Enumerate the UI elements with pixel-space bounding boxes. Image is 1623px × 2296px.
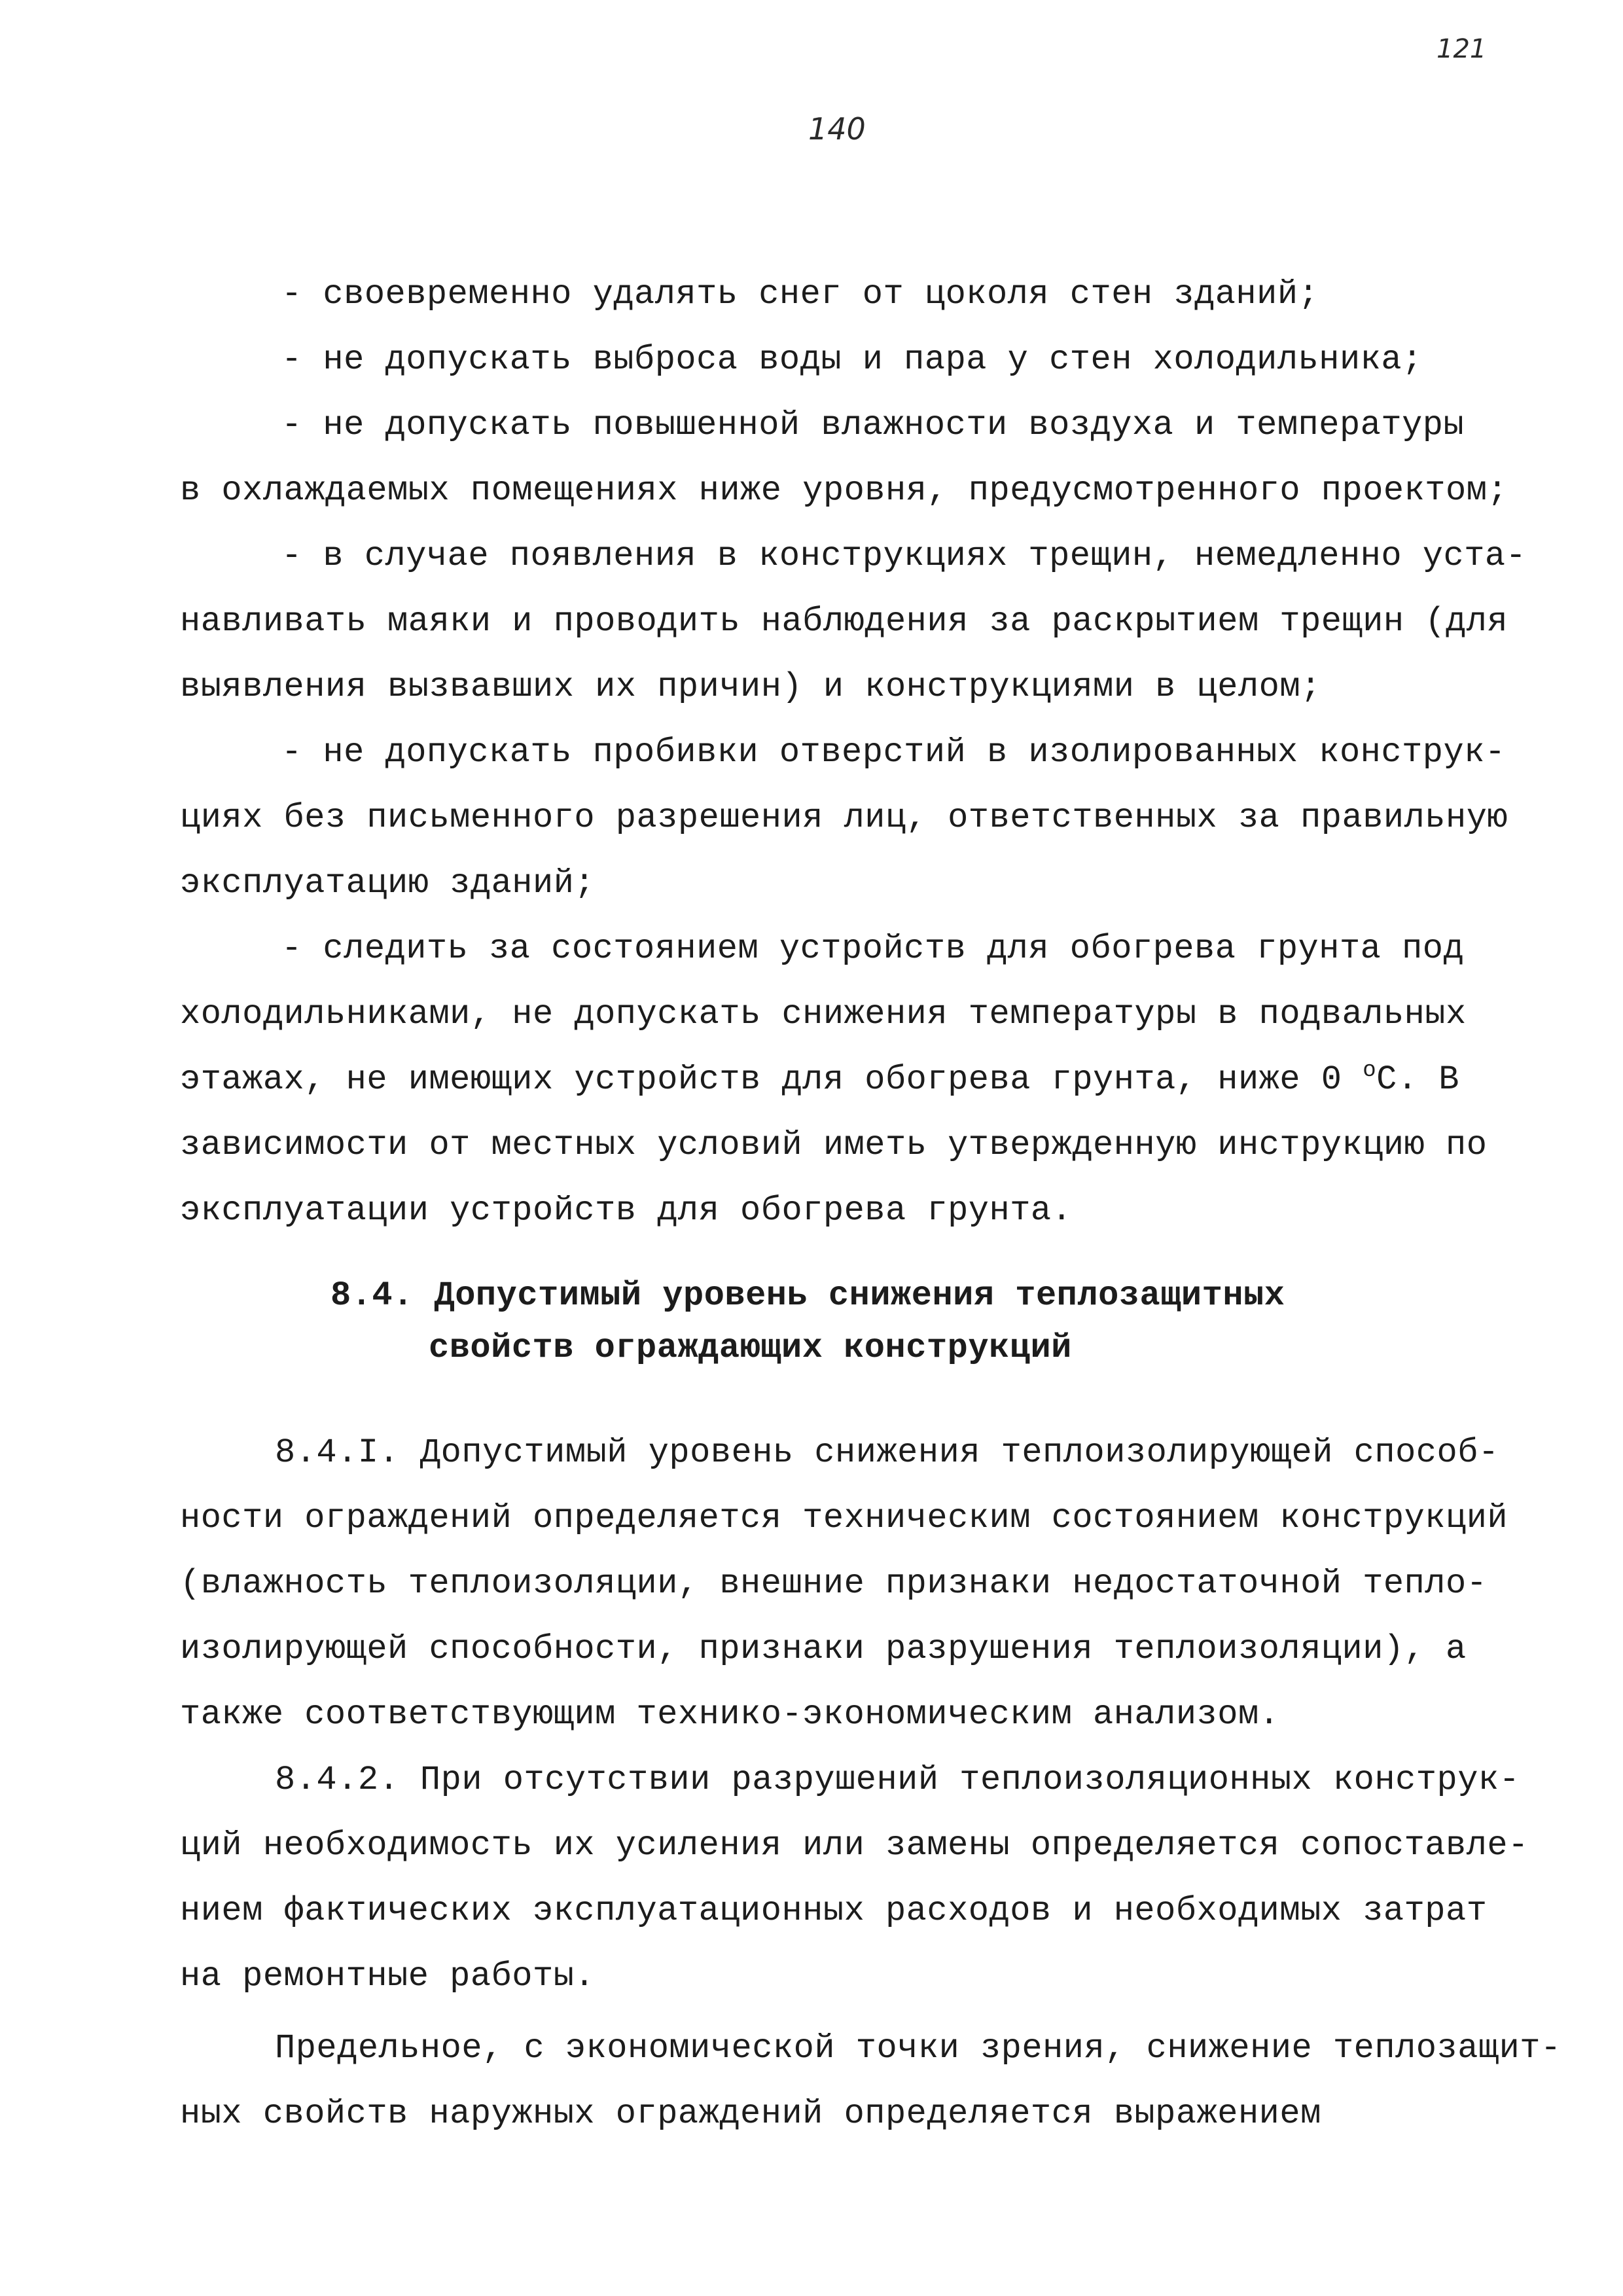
text-line: - не допускать повышенной влажности воздуха и температуры <box>281 406 1465 444</box>
text-segment: этажах, не имеющих устройств для обогрева грунта, ниже 0 <box>180 1060 1363 1099</box>
text-line: в охлаждаемых помещениях ниже уровня, предусмотренного проектом; <box>180 471 1508 510</box>
text-line: (влажность теплоизоляции, внешние признаки недостаточной тепло- <box>180 1564 1488 1603</box>
text-line: нием фактических эксплуатационных расходов и необходимых затрат <box>180 1892 1488 1930</box>
text-line: эксплуатации устройств для обогрева грунта. <box>180 1191 1073 1230</box>
text-line: холодильниками, не допускать снижения температуры в подвальных <box>180 995 1467 1033</box>
text-line: - следить за состоянием устройств для обогрева грунта под <box>281 929 1465 968</box>
text-line: циях без письменного разрешения лиц, ответственных за правильную <box>180 798 1508 837</box>
text-line: зависимости от местных условий иметь утвержденную инструкцию по <box>180 1126 1488 1164</box>
text-line: 8.4.I. Допустимый уровень снижения теплоизолирующей способ- <box>275 1433 1499 1472</box>
text-line: ности ограждений определяется техническим состоянием конструкций <box>180 1499 1508 1537</box>
text-line: ций необходимость их усиления или замены определяется сопоставле- <box>180 1826 1529 1865</box>
text-line: - в случае появления в конструкциях трещин, немедленно уста- <box>281 537 1527 575</box>
text-segment: С. В <box>1376 1060 1459 1099</box>
degree-superscript: о <box>1363 1058 1377 1083</box>
text-line: - не допускать выброса воды и пара у стен холодильника; <box>281 340 1423 379</box>
text-line: эксплуатацию зданий; <box>180 864 596 903</box>
text-line: - не допускать пробивки отверстий в изолированных конструк- <box>281 733 1506 772</box>
section-heading: свойств ограждающих конструкций <box>429 1329 1072 1367</box>
text-line: ных свойств наружных ограждений определяется выражением <box>180 2094 1321 2133</box>
text-line: - своевременно удалять снег от цоколя стен зданий; <box>281 275 1319 314</box>
text-line: выявления вызвавших их причин) и конструкциями в целом; <box>180 668 1321 706</box>
text-line: 8.4.2. При отсутствии разрушений теплоизоляционных конструк- <box>275 1761 1520 1799</box>
text-line <box>180 1060 1459 1100</box>
section-heading: 8.4. Допустимый уровень снижения теплозащитных <box>330 1276 1285 1315</box>
text-line: также соответствующим технико-экономическим анализом. <box>180 1695 1280 1734</box>
text-line: изолирующей способности, признаки разрушения теплоизоляции), а <box>180 1630 1467 1668</box>
text-line: навливать маяки и проводить наблюдения за раскрытием трещин (для <box>180 602 1508 641</box>
archive-page-number: 121 <box>1436 34 1487 64</box>
page-number: 140 <box>808 111 866 147</box>
text-line: Предельное, с экономической точки зрения, снижение теплозащит- <box>275 2029 1561 2068</box>
text-line: на ремонтные работы. <box>180 1957 596 1996</box>
